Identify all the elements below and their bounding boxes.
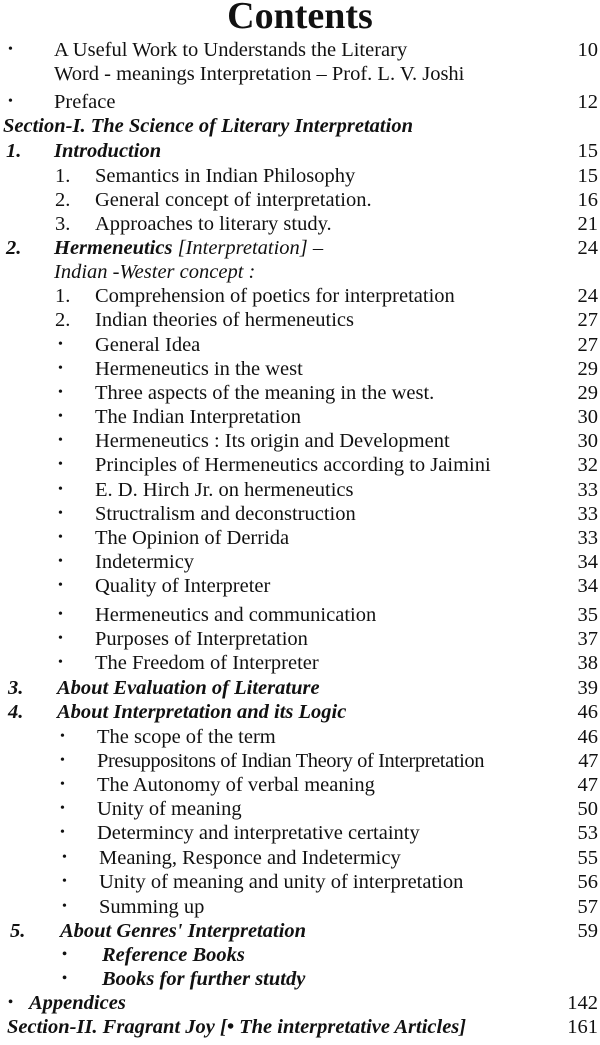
bullet-icon: • <box>58 530 63 545</box>
entry-title: Purposes of Interpretation <box>95 628 308 650</box>
page-number: 24 <box>577 285 598 307</box>
entry-title: Approaches to literary study. <box>95 213 332 235</box>
page-number: 34 <box>577 551 598 573</box>
chapter-number: 1. <box>6 140 22 162</box>
page-number: 33 <box>577 527 598 549</box>
entry-title: Preface <box>54 91 116 113</box>
toc-entry[interactable] <box>0 453 600 477</box>
page-number: 35 <box>577 604 598 626</box>
bullet-icon: • <box>60 753 65 768</box>
bullet-icon: • <box>58 655 63 670</box>
entry-title: Summing up <box>99 896 205 918</box>
chapter-title: Introduction <box>54 140 162 162</box>
page-number: 53 <box>577 822 598 844</box>
bullet-icon: • <box>62 850 67 865</box>
toc-entry[interactable] <box>0 574 600 598</box>
toc-entry[interactable] <box>0 357 600 381</box>
toc-entry[interactable] <box>0 627 600 651</box>
entry-title: Determincy and interpretative certainty <box>97 822 420 844</box>
entry-title: E. D. Hirch Jr. on hermeneutics <box>95 479 354 501</box>
item-number: 3. <box>55 213 71 235</box>
entry-title: Hermeneutics in the west <box>95 358 303 380</box>
bullet-icon: • <box>62 874 67 889</box>
chapter-title: Hermeneutics [Interpretation] – <box>54 237 324 259</box>
bullet-icon: • <box>58 457 63 472</box>
chapter-2-subtitle <box>0 260 600 284</box>
bullet-icon: • <box>8 94 13 109</box>
entry-title: General Idea <box>95 334 201 356</box>
toc-entry[interactable] <box>0 429 600 453</box>
page-number: 56 <box>577 871 598 893</box>
toc-entry[interactable] <box>0 478 600 502</box>
entry-title: Semantics in Indian Philosophy <box>95 165 356 187</box>
toc-entry[interactable] <box>0 895 600 919</box>
toc-entry-useful-work-cont <box>0 62 600 86</box>
toc-entry[interactable] <box>0 188 600 212</box>
toc-entry-reference-books[interactable] <box>0 943 600 967</box>
entry-title: Hermeneutics : Its origin and Development <box>95 430 450 452</box>
chapter-number: 2. <box>6 237 22 259</box>
entry-title: Unity of meaning and unity of interpretation <box>99 871 464 893</box>
entry-title: Principles of Hermeneutics according to Jaimini <box>95 454 491 476</box>
entry-title: Structralism and deconstruction <box>95 503 356 525</box>
toc-entry[interactable] <box>0 381 600 405</box>
page-number: 29 <box>577 382 598 404</box>
entry-title: Indian theories of hermeneutics <box>95 309 355 331</box>
chapter-title: About Genres' Interpretation <box>60 920 307 942</box>
bullet-icon: • <box>58 433 63 448</box>
toc-entry[interactable] <box>0 405 600 429</box>
entry-title: Hermeneutics and communication <box>95 604 377 626</box>
toc-entry[interactable] <box>0 797 600 821</box>
page-number: 50 <box>577 798 598 820</box>
bullet-icon: • <box>58 361 63 376</box>
entry-title: Presuppositons of Indian Theory of Interpretation <box>97 750 485 772</box>
bullet-icon: • <box>60 777 65 792</box>
toc-entry-useful-work[interactable] <box>0 38 600 62</box>
entry-title: The Autonomy of verbal meaning <box>97 774 375 796</box>
chapter-2-hermeneutics[interactable] <box>0 236 600 260</box>
page-number: 46 <box>577 701 598 723</box>
page-number: 15 <box>577 165 598 187</box>
bullet-icon: • <box>62 971 67 986</box>
page-number: 30 <box>577 430 598 452</box>
toc-entry[interactable] <box>0 773 600 797</box>
bullet-icon: • <box>58 607 63 622</box>
page-number: 46 <box>577 726 598 748</box>
chapter-3-evaluation[interactable] <box>0 676 600 700</box>
bullet-icon: • <box>60 729 65 744</box>
toc-entry[interactable] <box>0 651 600 675</box>
toc-entry[interactable] <box>0 164 600 188</box>
bullet-icon: • <box>62 899 67 914</box>
bullet-icon: • <box>60 801 65 816</box>
item-number: 2. <box>55 189 71 211</box>
entry-title: Quality of Interpreter <box>95 575 271 597</box>
page-number: 15 <box>577 140 598 162</box>
bullet-icon: • <box>8 995 13 1010</box>
page-number: 32 <box>577 454 598 476</box>
page-number: 16 <box>577 189 598 211</box>
chapter-title: About Interpretation and its Logic <box>57 701 347 723</box>
toc-entry[interactable] <box>0 870 600 894</box>
toc-entry[interactable] <box>0 212 600 236</box>
toc-entry[interactable] <box>0 502 600 526</box>
page-number: 27 <box>577 334 598 356</box>
chapter-number: 5. <box>10 920 26 942</box>
chapter-subtitle: Indian -Wester concept : <box>54 261 256 283</box>
toc-entry[interactable] <box>0 749 600 773</box>
page-number: 24 <box>577 237 598 259</box>
chapter-4-logic[interactable] <box>0 700 600 724</box>
entry-title: Word - meanings Interpretation – Prof. L. V. Joshi <box>54 63 465 85</box>
entry-title: Reference Books <box>102 944 245 966</box>
bullet-icon: • <box>8 42 13 57</box>
bullet-icon: • <box>60 825 65 840</box>
entry-title: Meaning, Responce and Indetermicy <box>99 847 401 869</box>
item-number: 1. <box>55 285 71 307</box>
chapter-number: 4. <box>8 701 24 723</box>
bullet-icon: • <box>58 337 63 352</box>
page-number: 47 <box>577 774 598 796</box>
toc-entry-further-study[interactable] <box>0 967 600 991</box>
page-number: 33 <box>577 503 598 525</box>
page-number: 30 <box>577 406 598 428</box>
chapter-title: About Evaluation of Literature <box>57 677 320 699</box>
page-number: 142 <box>567 992 598 1014</box>
page-number: 12 <box>577 91 598 113</box>
bullet-icon: • <box>58 409 63 424</box>
bullet-icon: • <box>58 506 63 521</box>
section-heading-1[interactable] <box>0 114 600 138</box>
bullet-icon: • <box>58 482 63 497</box>
chapter-number: 3. <box>8 677 24 699</box>
page-number: 55 <box>577 847 598 869</box>
entry-title: General concept of interpretation. <box>95 189 372 211</box>
page-number: 59 <box>577 920 598 942</box>
page-number: 27 <box>577 309 598 331</box>
item-number: 1. <box>55 165 71 187</box>
entry-title: Appendices <box>29 992 126 1014</box>
entry-title: The Indian Interpretation <box>95 406 302 428</box>
toc-entry[interactable] <box>0 725 600 749</box>
section-heading-2[interactable] <box>0 1015 600 1039</box>
entry-title: Three aspects of the meaning in the west. <box>95 382 435 404</box>
entry-title: A Useful Work to Understands the Literary <box>54 39 408 61</box>
toc-entry[interactable] <box>0 308 600 332</box>
bullet-icon: • <box>58 631 63 646</box>
toc-entry[interactable] <box>0 333 600 357</box>
entry-title: Comprehension of poetics for interpretation <box>95 285 455 307</box>
entry-title: Books for further stutdy <box>102 968 306 990</box>
section-title: Section-I. The Science of Literary Interpretation <box>3 115 413 137</box>
chapter-1-introduction[interactable] <box>0 139 600 163</box>
bullet-icon: • <box>62 947 67 962</box>
toc-entry[interactable] <box>0 284 600 308</box>
page-number: 34 <box>577 575 598 597</box>
entry-title: Unity of meaning <box>97 798 242 820</box>
page-number: 10 <box>577 39 598 61</box>
bullet-icon: • <box>58 385 63 400</box>
toc-entry[interactable] <box>0 526 600 550</box>
page-title: Contents <box>227 0 373 37</box>
toc-entry-preface[interactable] <box>0 90 600 114</box>
page-number: 161 <box>567 1016 598 1038</box>
bullet-icon: • <box>58 578 63 593</box>
toc-entry[interactable] <box>0 550 600 574</box>
entry-title: The scope of the term <box>97 726 276 748</box>
page-number: 38 <box>577 652 598 674</box>
page-number: 39 <box>577 677 598 699</box>
toc-entry[interactable] <box>0 846 600 870</box>
toc-entry[interactable] <box>0 821 600 845</box>
bullet-icon: • <box>58 554 63 569</box>
page-number: 47 <box>578 750 598 772</box>
item-number: 2. <box>55 309 71 331</box>
entry-title: Indetermicy <box>95 551 195 573</box>
section-title: Section-II. Fragrant Joy [• The interpretative Articles] <box>7 1016 467 1038</box>
entry-title: The Opinion of Derrida <box>95 527 290 549</box>
page-number: 33 <box>577 479 598 501</box>
page-number: 57 <box>577 896 598 918</box>
page-number: 21 <box>577 213 598 235</box>
chapter-5-genres[interactable] <box>0 919 600 943</box>
page-number: 29 <box>577 358 598 380</box>
page-number: 37 <box>577 628 598 650</box>
entry-title: The Freedom of Interpreter <box>95 652 319 674</box>
toc-entry[interactable] <box>0 603 600 627</box>
toc-entry-appendices[interactable] <box>0 991 600 1015</box>
